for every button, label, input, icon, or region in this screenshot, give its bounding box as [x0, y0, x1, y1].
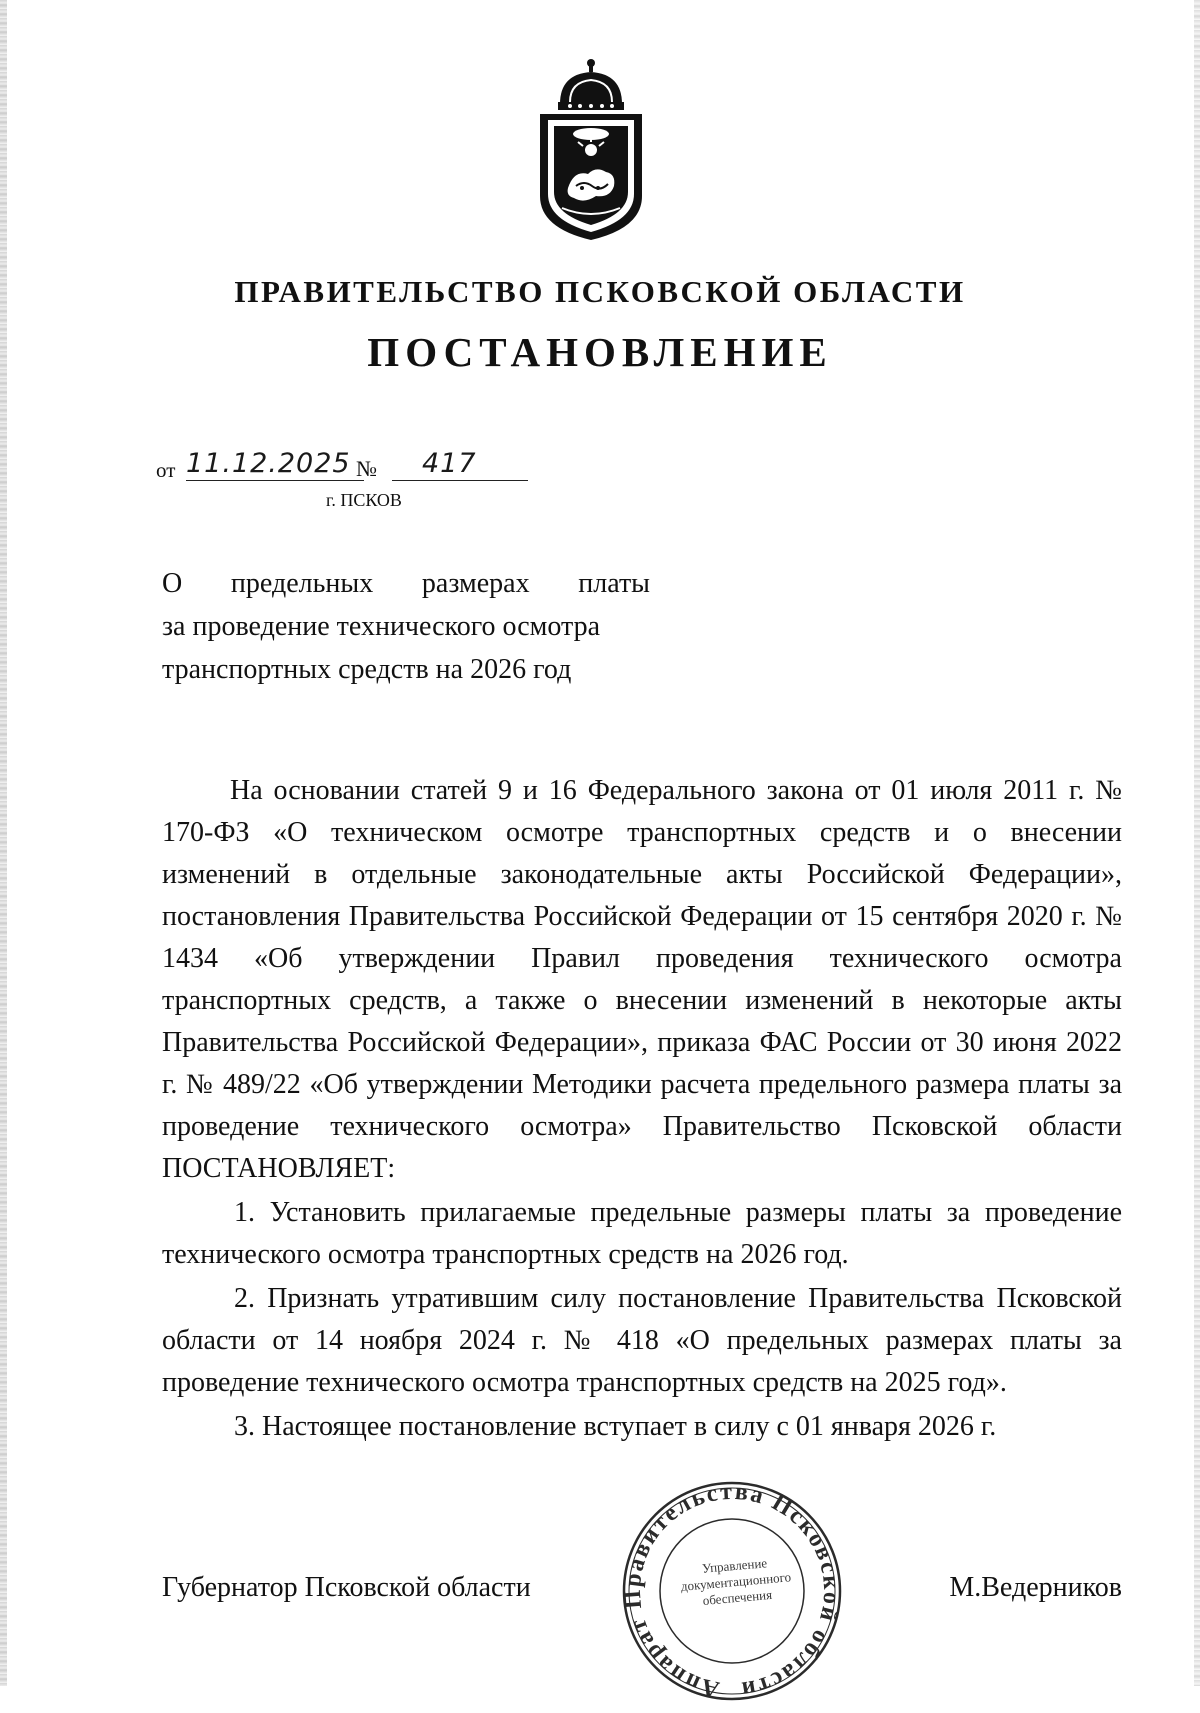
item-1-paragraph: 1. Установить прилагаемые предельные размеры платы за проведение технического осмотра транспортных средств на 2026 год.: [162, 1197, 1122, 1270]
subject-line-2: за проведение технического осмотра: [162, 611, 601, 642]
registration-line: [156, 448, 556, 486]
coat-of-arms-emblem: [530, 58, 652, 244]
handwritten-number: 417: [422, 448, 477, 479]
scan-edge-left: [0, 0, 7, 1686]
document-body: [162, 770, 1122, 1448]
government-title: ПРАВИТЕЛЬСТВО ПСКОВСКОЙ ОБЛАСТИ: [234, 274, 966, 309]
signatory-position: Губернатор Псковской области: [162, 1572, 531, 1603]
preamble-paragraph: На основании статей 9 и 16 Федерального закона от 01 июля 2011 г. № 170-ФЗ «О техническом осмотре транспортных средств и о внесении изменений в отдельные законодательные акты Российской Федерации», постановления Правительства Российской Федерации от 15 сентября 2020 г. № 1434 «Об утверждении Правил проведения технического осмотра транспортных средств, а также о внесении изменений в некоторые акты Правительства Российской Федерации», приказа ФАС России от 30 июня 2022 г. № 489/22 «Об утверждении Методики расчета предельного размера платы за проведение технического осмотра» Правительство Псковской области ПОСТАНОВЛЯЕТ:: [162, 775, 1122, 1184]
date-prefix: от: [156, 458, 176, 482]
document-type-heading: ПОСТАНОВЛЕНИЕ: [367, 329, 833, 375]
subject-line-1: О предельных размерах платы: [162, 568, 650, 599]
city-label: г. ПСКОВ: [326, 490, 402, 510]
scan-edge-right: [1194, 0, 1200, 1686]
item-2-paragraph: 2. Признать утратившим силу постановление Правительства Псковской области от 14 ноября 2024 г. № 418 «О предельных размерах платы за проведение технического осмотра транспортных средств на 2025 год».: [162, 1283, 1122, 1398]
seal-center-text: Управление документационного обеспечения: [680, 1555, 792, 1608]
number-underline: [392, 480, 528, 481]
document-subject: [162, 562, 650, 691]
handwritten-date: 11.12.2025: [186, 448, 351, 479]
date-underline: [186, 480, 364, 481]
item-3-paragraph: 3. Настоящее постановление вступает в силу с 01 января 2026 г.: [234, 1411, 997, 1442]
signature-block: [162, 1572, 1122, 1612]
seal-ring-text: Аппарат Правительства Псковской области: [619, 1478, 845, 1703]
subject-line-3: транспортных средств на 2026 год: [162, 654, 572, 685]
number-sign: №: [356, 456, 377, 481]
signatory-name: М.Ведерников: [949, 1572, 1122, 1603]
